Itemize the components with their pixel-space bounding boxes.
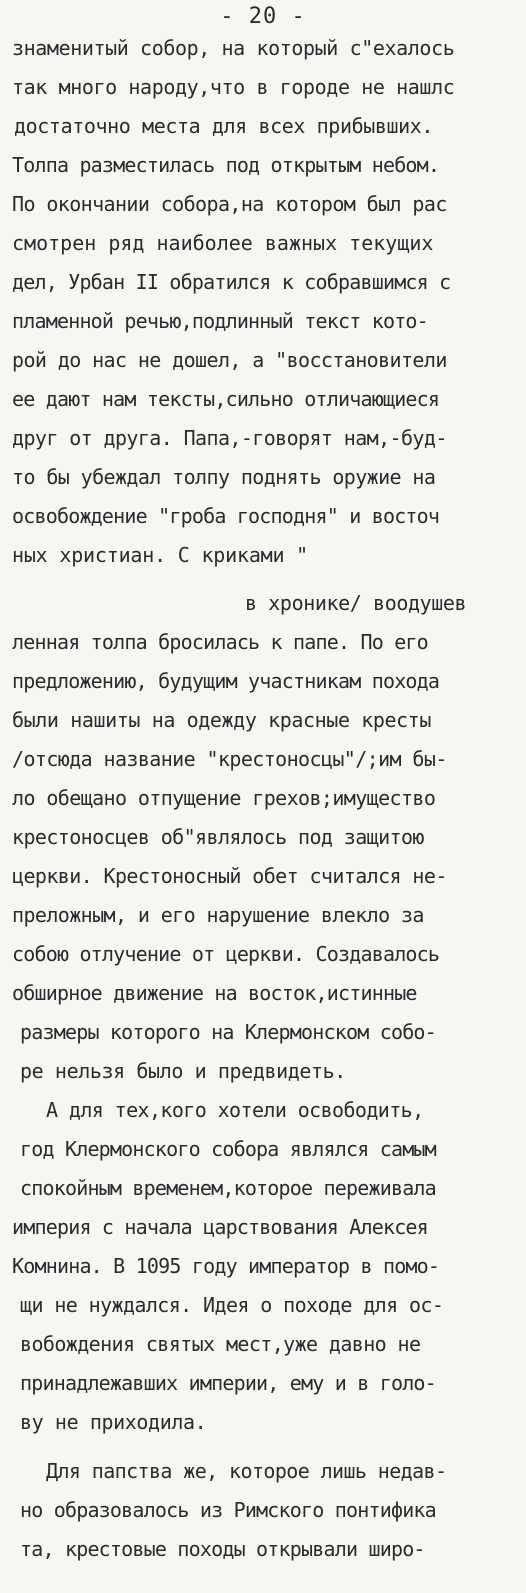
text-line: спокойным временем,которое переживала [20, 1176, 436, 1200]
text-line: обширное движение на восток,истинные [12, 981, 417, 1005]
text-line: смотрен ряд наиболее важных текущих [12, 231, 434, 255]
text-line: размеры которого на Клермонском собо- [20, 1020, 436, 1044]
text-line: ных христиан. С криками " [12, 543, 309, 567]
text-line: щи не нуждался. Идея о походе для ос- [20, 1293, 444, 1317]
page-number: - 20 - [220, 4, 306, 29]
text-line: А для тех,кого хотели освободить, [46, 1098, 424, 1122]
text-line: знаменитый собор, на который с"ехалось [12, 36, 455, 60]
text-line: в хронике/ воодушев [245, 591, 467, 615]
text-line: год Клермонского собора являлся самым [20, 1137, 436, 1161]
text-line: то бы убеждал толпу поднять оружие на [12, 465, 436, 489]
text-line: предложению, будущим участникам похода [12, 669, 440, 693]
text-line: ее дают нам тексты,сильно отличающиеся [12, 387, 440, 411]
text-line: ло обещано отпущение грехов;имущество [12, 786, 436, 810]
text-line: та, крестовые походы открывали широ- [20, 1537, 425, 1561]
text-line: собою отлучение от церкви. Создавалось [12, 942, 440, 966]
text-line: пламенной речью,подлинный текст кото- [12, 309, 428, 333]
text-line: империя с начала царствования Алексея [12, 1215, 428, 1239]
text-line: друг от друга. Папа,-говорят нам,-буд- [12, 426, 447, 450]
text-line: дел, Урбан II обратился к собравшимся с [12, 270, 451, 294]
text-line: Комнина. В 1095 году император в помо- [12, 1254, 440, 1278]
text-line: рой до нас не дошел, а "восстановители [12, 348, 447, 372]
text-line: ре нельзя было и предвидеть. [20, 1059, 346, 1083]
text-line: так много народу,что в городе не нашлс [12, 75, 455, 99]
text-line: ленная толпа бросилась к папе. По его [12, 630, 428, 654]
text-line: преложным, и его нарушение влекло за [12, 903, 424, 927]
text-line: ву не приходила. [20, 1410, 207, 1434]
text-line: крестоносцев об"являлось под защитою [12, 825, 424, 849]
text-line: достаточно места для всех прибывших. [14, 114, 434, 138]
text-line: принадлежавших империи, ему и в голо- [20, 1371, 436, 1395]
text-line: По окончании собора,на котором был рас [12, 192, 447, 216]
text-line: Толпа разместилась под открытым небом. [12, 153, 440, 177]
text-line: но образовалось из Римского понтифика [20, 1498, 436, 1522]
text-line: церкви. Крестоносный обет считался не- [12, 864, 447, 888]
text-line: вобождения святых мест,уже давно не [20, 1332, 421, 1356]
text-line: Для папства же, которое лишь недав- [46, 1459, 447, 1483]
text-line: были нашиты на одежду красные кресты [12, 708, 432, 732]
text-line: /отсюда название "крестоносцы"/;им бы- [12, 747, 447, 771]
text-line: освобождение "гроба господня" и восточ [12, 504, 440, 528]
